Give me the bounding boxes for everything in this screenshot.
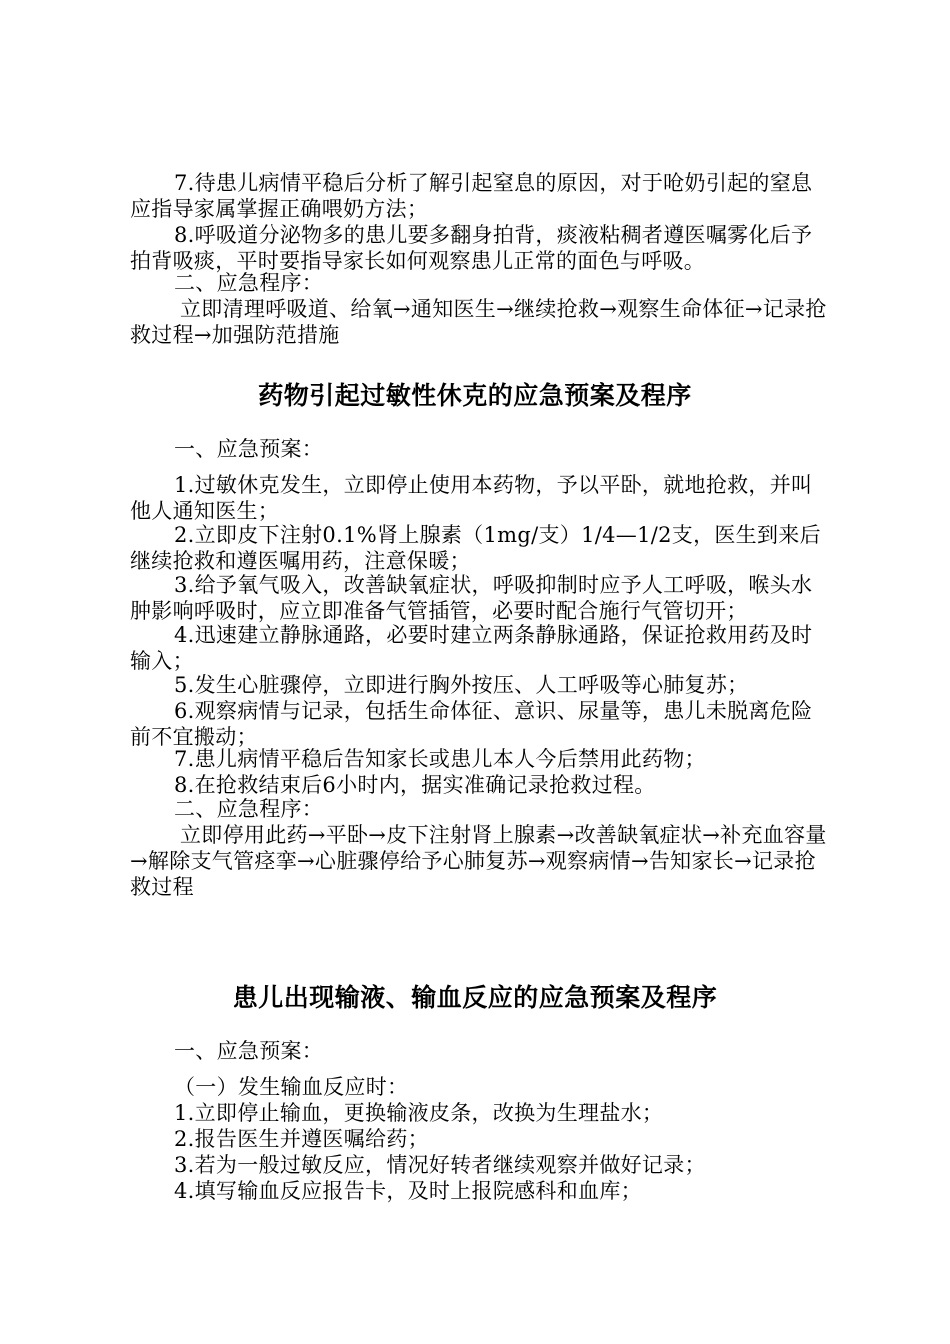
plan-heading-transfusion: 一、应急预案：	[174, 1039, 324, 1063]
allergy-item-8: 8.在抢救结束后6小时内，据实准确记录抢救过程。	[174, 773, 656, 797]
allergy-item-2: 2.立即皮下注射0.1%肾上腺素（1mg/支）1/4—1/2支，医生到来后继续抢救和遵医嘱用药，注意保暖；	[130, 523, 821, 573]
paragraph-item-7: 7.待患儿病情平稳后分析了解引起窒息的原因，对于呛奶引起的窒息应指导家属掌握正确喂奶方法；	[130, 171, 813, 221]
allergy-item-5: 5.发生心脏骤停，立即进行胸外按压、人工呼吸等心肺复苏；	[174, 673, 749, 697]
plan-heading-allergy: 一、应急预案：	[174, 437, 324, 461]
transfusion-item-3: 3.若为一般过敏反应，情况好转者继续观察并做好记录；	[174, 1153, 706, 1177]
allergy-item-4: 4.迅速建立静脉通路，必要时建立两条静脉通路，保证抢救用药及时输入；	[130, 623, 813, 673]
procedure-heading-allergy: 二、应急程序：	[174, 797, 324, 821]
allergy-item-6: 6.观察病情与记录，包括生命体征、意识、尿量等，患儿未脱离危险前不宜搬动；	[130, 699, 813, 749]
allergy-item-7: 7.患儿病情平稳后告知家长或患儿本人今后禁用此药物；	[174, 747, 706, 771]
paragraph-item-8: 8.呼吸道分泌物多的患儿要多翻身拍背，痰液粘稠者遵医嘱雾化后予拍背吸痰，平时要指导家长如何观察患儿正常的面色与呼吸。	[130, 223, 813, 273]
section-title-transfusion: 患儿出现输液、输血反应的应急预案及程序	[232, 983, 718, 1012]
section-title-allergy: 药物引起过敏性休克的应急预案及程序	[258, 381, 692, 410]
sub-heading-transfusion: （一）发生输血反应时：	[174, 1075, 409, 1099]
transfusion-item-4: 4.填写输血反应报告卡，及时上报院感科和血库；	[174, 1179, 642, 1203]
procedure-steps: 立即清理呼吸道、给氧→通知医生→继续抢救→观察生命体征→记录抢救过程→加强防范措施	[130, 297, 827, 347]
procedure-steps-allergy: 立即停用此药→平卧→皮下注射肾上腺素→改善缺氧症状→补充血容量→解除支气管痉挛→心脏骤停给予心肺复苏→观察病情→告知家长→记录抢救过程	[130, 823, 827, 899]
transfusion-item-1: 1.立即停止输血，更换输液皮条，改换为生理盐水；	[174, 1101, 664, 1125]
transfusion-item-2: 2.报告医生并遵医嘱给药；	[174, 1127, 429, 1151]
allergy-item-3: 3.给予氧气吸入，改善缺氧症状，呼吸抑制时应予人工呼吸，喉头水肿影响呼吸时，应立即准备气管插管，必要时配合施行气管切开；	[130, 573, 813, 623]
procedure-heading: 二、应急程序：	[174, 271, 324, 295]
allergy-item-1: 1.过敏休克发生，立即停止使用本药物，予以平卧，就地抢救，并叫他人通知医生；	[130, 473, 813, 523]
